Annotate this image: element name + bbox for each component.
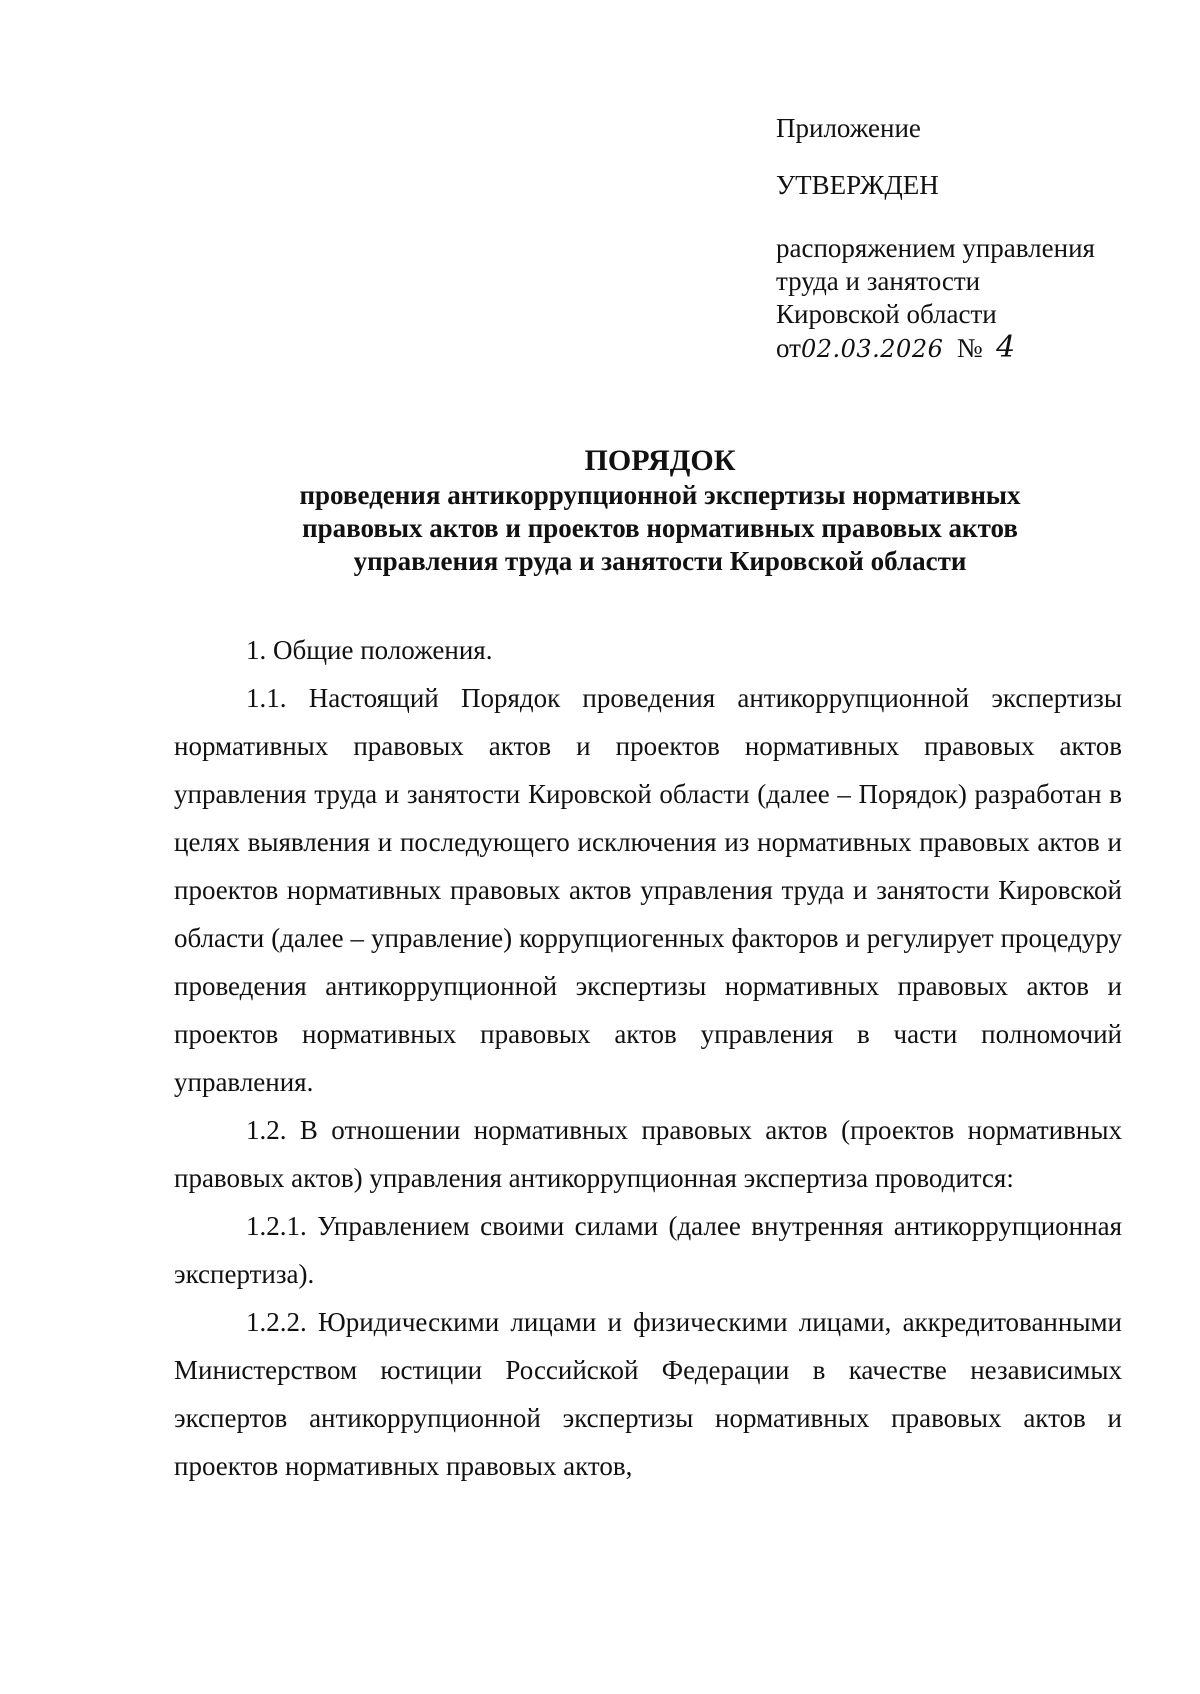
approval-date-line bbox=[776, 331, 1176, 366]
document-body bbox=[174, 626, 1122, 1490]
approval-authority-line1: распоряжением управления bbox=[776, 233, 1095, 263]
approval-authority-line3: Кировской области bbox=[776, 299, 997, 329]
paragraph-1-2-1: 1.2.1. Управлением своими силами (далее внутренняя антикоррупционная экспертиза). bbox=[174, 1211, 1122, 1289]
document-title: ПОРЯДОК bbox=[584, 444, 736, 477]
handwritten-date: 02.03.2026 bbox=[800, 335, 944, 363]
section-heading-general: 1. Общие положения. bbox=[246, 635, 493, 665]
approval-authority-line2: труда и занятости bbox=[776, 266, 981, 296]
paragraph-1-2-2: 1.2.2. Юридическими лицами и физическими лицами, аккредитованными Министерством юстиции Российской Федерации в качестве независимых экспертов антикоррупционной экспертизы нормативных правовых актов и проектов нормативных правовых актов, bbox=[174, 1307, 1122, 1481]
approved-label: УТВЕРЖДЕН bbox=[776, 170, 939, 200]
document-subtitle-line2: правовых актов и проектов нормативных правовых актов bbox=[302, 513, 1018, 543]
date-prefix: от bbox=[776, 333, 801, 363]
document-subtitle-line1: проведения антикоррупционной экспертизы нормативных bbox=[299, 480, 1021, 510]
document-subtitle-line3: управления труда и занятости Кировской области bbox=[353, 546, 967, 576]
appendix-label: Приложение bbox=[776, 113, 921, 143]
approval-stamp-block bbox=[776, 112, 1176, 366]
number-label: № bbox=[956, 333, 983, 363]
paragraph-1-1: 1.1. Настоящий Порядок проведения антикоррупционной экспертизы нормативных правовых актов и проектов нормативных правовых актов управления труда и занятости Кировской области (далее – Порядок) разработан в целях выявления и последующего исключения из нормативных правовых актов и проектов нормативных правовых актов управления труда и занятости Кировской области (далее – управление) коррупциогенных факторов и регулирует процедуру проведения антикоррупционной экспертизы нормативных правовых актов и проектов нормативных правовых актов управления в части полномочий управления. bbox=[174, 683, 1122, 1097]
document-title-block bbox=[160, 444, 1160, 578]
paragraph-1-2: 1.2. В отношении нормативных правовых актов (проектов нормативных правовых актов) управления антикоррупционная экспертиза проводится: bbox=[174, 1115, 1122, 1193]
handwritten-number: 4 bbox=[996, 330, 1016, 365]
